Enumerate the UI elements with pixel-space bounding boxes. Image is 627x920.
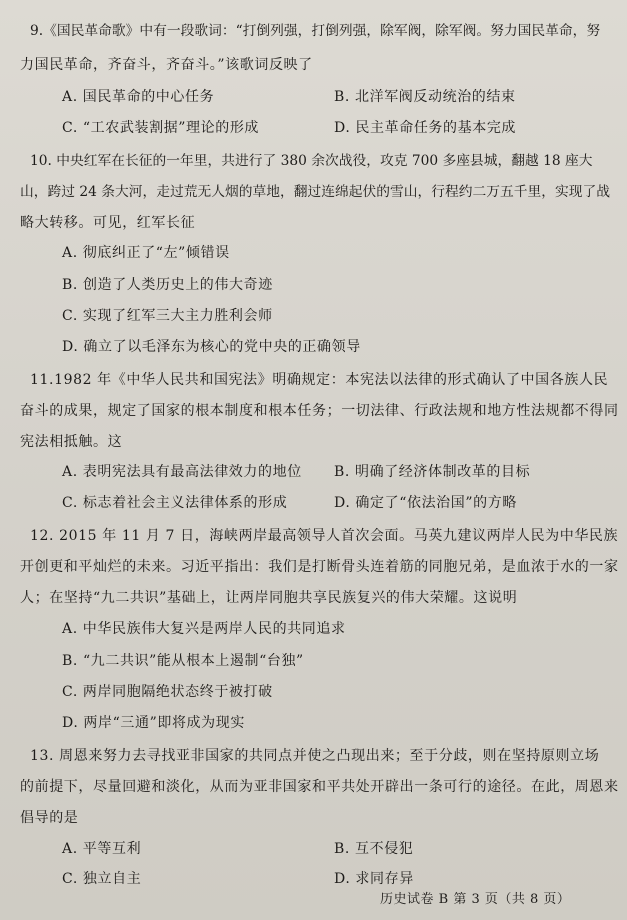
q13-line-3: 倡导的是 — [20, 810, 79, 826]
q12-option-d: D. 两岸“三通”即将成为现实 — [62, 715, 245, 731]
q10-line-2: 山，跨过 24 条大河，走过荒无人烟的草地，翻过连绵起伏的雪山，行程约二万五千里，实现了战 — [20, 184, 610, 200]
q11-option-a: A. 表明宪法具有最高法律效力的地位 — [62, 464, 302, 480]
q9-option-b: B. 北洋军阀反动统治的结束 — [334, 89, 516, 105]
q10-option-c: C. 实现了红军三大主力胜利会师 — [62, 308, 273, 324]
page-footer: 历史试卷 B 第 3 页（共 8 页） — [380, 892, 571, 907]
q13-option-b: B. 互不侵犯 — [334, 841, 414, 857]
q11-option-c: C. 标志着社会主义法律体系的形成 — [62, 495, 288, 511]
q11-line-1: 11.1982 年《中华人民共和国宪法》明确规定：本宪法以法律的形式确认了中国各族人民 — [30, 372, 609, 388]
q9-option-c: C. “工农武装割据”理论的形成 — [62, 120, 260, 136]
q13-option-d: D. 求同存异 — [334, 871, 414, 887]
q13-line-1: 13. 周恩来努力去寻找亚非国家的共同点并使之凸现出来；至于分歧，则在坚持原则立场 — [30, 748, 600, 764]
q10-option-a: A. 彻底纠正了“左”倾错误 — [62, 245, 230, 261]
q11-option-d: D. 确定了“依法治国”的方略 — [334, 495, 517, 511]
q11-option-b: B. 明确了经济体制改革的目标 — [334, 464, 531, 480]
q9-option-a: A. 国民革命的中心任务 — [62, 89, 215, 105]
q10-line-3: 略大转移。可见，红军长征 — [20, 215, 196, 231]
q13-option-c: C. 独立自主 — [62, 871, 142, 887]
q9-line-1: 9.《国民革命歌》中有一段歌词：“打倒列强，打倒列强，除军阀，除军阀。努力国民革命，努 — [30, 23, 601, 39]
q10-option-d: D. 确立了以毛泽东为核心的党中央的正确领导 — [62, 339, 361, 355]
q12-line-1: 12. 2015 年 11 月 7 日，海峡两岸最高领导人首次会面。马英九建议两岸人民为中华民族 — [30, 528, 619, 544]
q13-option-a: A. 平等互利 — [62, 841, 142, 857]
q12-line-2: 开创更和平灿烂的未来。习近平指出：我们是打断骨头连着筋的同胞兄弟，是血浓于水的一家 — [20, 559, 619, 575]
q9-option-d: D. 民主革命任务的基本完成 — [334, 120, 517, 136]
q10-option-b: B. 创造了人类历史上的伟大奇迹 — [62, 277, 273, 293]
q10-line-1: 10. 中央红军在长征的一年里，共进行了 380 余次战役，攻克 700 多座县城，翻越 18 座大 — [30, 153, 593, 169]
q13-line-2: 的前提下，尽量回避和淡化，从而为亚非国家和平共处开辟出一条可行的途径。在此，周恩来 — [20, 779, 619, 795]
q12-line-3: 人；在坚持“九二共识”基础上，让两岸同胞共享民族复兴的伟大荣耀。这说明 — [20, 590, 518, 606]
q12-option-b: B. “九二共识”能从根本上遏制“台独” — [62, 653, 304, 669]
q11-line-3: 宪法相抵触。这 — [20, 434, 123, 450]
q12-option-c: C. 两岸同胞隔绝状态终于被打破 — [62, 684, 273, 700]
q11-line-2: 奋斗的成果，规定了国家的根本制度和根本任务；一切法律、行政法规和地方性法规都不得同 — [20, 403, 619, 419]
q12-option-a: A. 中华民族伟大复兴是两岸人民的共同追求 — [62, 621, 346, 637]
q9-line-2: 力国民革命，齐奋斗，齐奋斗。”该歌词反映了 — [20, 57, 313, 73]
